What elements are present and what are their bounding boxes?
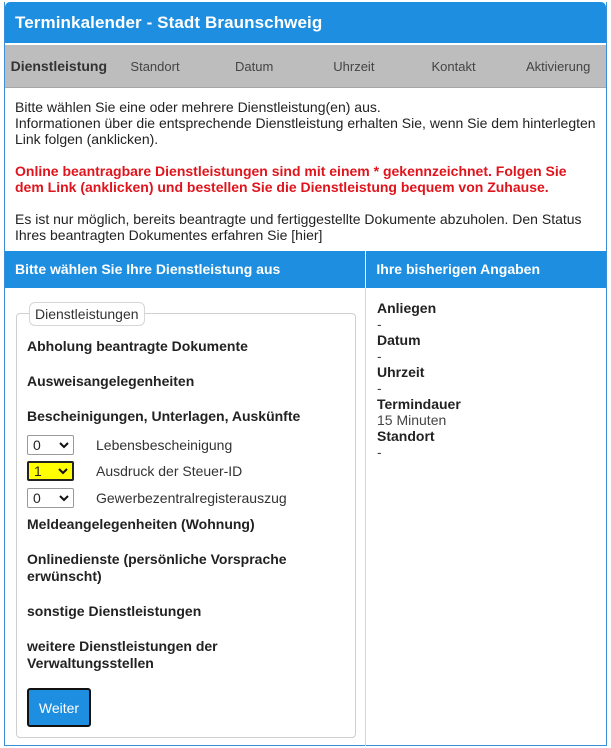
- quantity-select-gewerbezentralregister[interactable]: [27, 488, 74, 508]
- service-label-lebensbescheinigung: Lebensbescheinigung: [96, 437, 233, 453]
- category-sonstige[interactable]: sonstige Dienstleistungen: [27, 603, 202, 619]
- step-dienstleistung[interactable]: Dienstleistung: [10, 58, 108, 74]
- chevron-down-icon: [59, 493, 69, 503]
- step-datum[interactable]: Datum: [235, 58, 274, 74]
- summary-value: -: [377, 348, 382, 364]
- category-abholung[interactable]: Abholung beantragte Dokumente: [27, 338, 248, 354]
- summary-termindauer: [377, 396, 606, 428]
- summary-label: Standort: [377, 428, 435, 444]
- step-kontakt[interactable]: Kontakt: [431, 58, 476, 74]
- quantity-value: 0: [33, 490, 41, 506]
- services-legend: Dienstleistungen: [29, 302, 145, 326]
- summary-label: Uhrzeit: [377, 364, 425, 380]
- category-melde[interactable]: Meldeangelegenheiten (Wohnung): [27, 516, 255, 532]
- quantity-select-steuer-id[interactable]: [27, 461, 74, 481]
- summary-value: -: [377, 316, 382, 332]
- section-headers: [5, 251, 606, 288]
- category-ausweis[interactable]: Ausweisangelegenheiten: [27, 373, 195, 389]
- intro-line-1: Bitte wählen Sie eine oder mehrere Dienstleistung(en) aus.: [15, 99, 381, 115]
- summary-anliegen: [377, 300, 606, 332]
- pickup-info: Es ist nur möglich, bereits beantragte und fertiggestellte Dokumente abzuholen. Den Status Ihres beantragten Dokumentes erfahren Sie: [15, 211, 582, 243]
- quantity-select-lebensbescheinigung[interactable]: [27, 435, 74, 455]
- summary-value: 15 Minuten: [377, 412, 447, 428]
- services-fieldset: [16, 306, 356, 738]
- page-title: Terminkalender - Stadt Braunschweig: [5, 2, 606, 43]
- summary-uhrzeit: [377, 364, 606, 396]
- summary-value: -: [377, 444, 382, 460]
- service-selection-panel: [5, 288, 366, 746]
- summary-standort: [377, 428, 606, 460]
- service-label-steuer-id: Ausdruck der Steuer-ID: [96, 463, 243, 479]
- service-label-gewerbezentralregister: Gewerbezentralregisterauszug: [96, 490, 287, 506]
- quantity-value: 1: [34, 463, 42, 479]
- online-services-notice: Online beantragbare Dienstleistungen sind mit einem * gekennzeichnet. Folgen Sie dem Link (anklicken) und bestellen Sie die Dienstleistung bequem von Zuhause.: [15, 163, 567, 195]
- category-onlinedienste[interactable]: Onlinedienste (persönliche Vorsprache erwünscht): [27, 551, 287, 584]
- summary-label: Datum: [377, 332, 421, 348]
- summary-label: Termindauer: [377, 396, 461, 412]
- service-section-header: Bitte wählen Sie Ihre Dienstleistung aus: [5, 251, 365, 288]
- step-uhrzeit[interactable]: Uhrzeit: [333, 58, 375, 74]
- status-link[interactable]: [hier]: [291, 227, 323, 243]
- chevron-down-icon: [58, 466, 68, 476]
- service-row-lebensbescheinigung: [27, 434, 232, 456]
- intro-line-2: Informationen über die entsprechende Dienstleistung erhalten Sie, wenn Sie dem hinterlegten Link folgen (anklicken).: [15, 115, 596, 147]
- summary-panel: [367, 288, 606, 746]
- service-row-steuer-id: [27, 460, 242, 482]
- step-aktivierung[interactable]: Aktivierung: [526, 58, 591, 74]
- category-weitere[interactable]: weitere Dienstleistungen der Verwaltungsstellen: [27, 638, 218, 671]
- summary-section-header: Ihre bisherigen Angaben: [366, 251, 606, 288]
- weiter-button[interactable]: Weiter: [27, 688, 91, 727]
- step-navigation: [5, 45, 606, 88]
- summary-label: Anliegen: [377, 300, 437, 316]
- step-standort[interactable]: Standort: [130, 58, 180, 74]
- intro-text: [5, 88, 606, 243]
- quantity-value: 0: [33, 437, 41, 453]
- summary-value: -: [377, 380, 382, 396]
- chevron-down-icon: [59, 440, 69, 450]
- app-frame: [4, 2, 607, 746]
- service-row-gewerbezentralregister: [27, 487, 287, 509]
- category-bescheinigungen[interactable]: Bescheinigungen, Unterlagen, Auskünfte: [27, 408, 301, 424]
- summary-datum: [377, 332, 606, 364]
